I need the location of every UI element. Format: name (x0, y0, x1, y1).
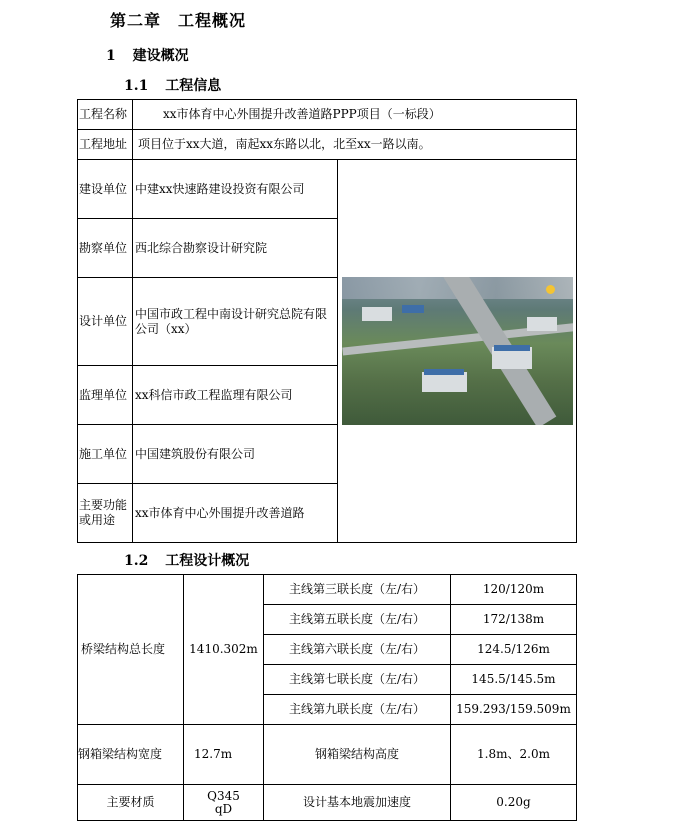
span-value: 120/120m (451, 575, 577, 605)
seismic-label: 设计基本地震加速度 (264, 785, 451, 821)
subsection-number-1: 1.1 (124, 78, 149, 94)
table-row (78, 725, 577, 785)
seismic-value: 0.20g (451, 785, 577, 821)
width-value: 12.7m (184, 725, 264, 785)
aerial-photo (342, 277, 573, 425)
section-number: 1 (106, 48, 116, 64)
height-value: 1.8m、2.0m (451, 725, 577, 785)
material-value-line-2: qD (214, 801, 233, 816)
info-value: xx科信市政工程监理有限公司 (133, 366, 338, 425)
table-row (78, 575, 577, 605)
span-value: 159.293/159.509m (451, 695, 577, 725)
span-name: 主线第七联长度（左/右） (264, 665, 451, 695)
subsection-title-2: 工程设计概况 (165, 553, 250, 569)
material-value (184, 785, 264, 821)
info-value: xx市体育中心外围提升改善道路 (133, 484, 338, 543)
table-row (78, 785, 577, 821)
table-row (78, 100, 577, 130)
material-value-line-1: Q345 (207, 788, 240, 803)
info-value: 中国市政工程中南设计研究总院有限公司（xx） (133, 278, 338, 366)
table-row (78, 130, 577, 160)
info-value: 项目位于xx大道，南起xx东路以北，北至xx一路以南。 (133, 130, 577, 160)
table-row (78, 160, 577, 219)
info-value: 中建xx快速路建设投资有限公司 (133, 160, 338, 219)
section-heading (106, 45, 189, 65)
span-value: 172/138m (451, 605, 577, 635)
info-value: 西北综合勘察设计研究院 (133, 219, 338, 278)
material-label: 主要材质 (78, 785, 184, 821)
span-name: 主线第九联长度（左/右） (264, 695, 451, 725)
bridge-length-label: 桥梁结构总长度 (78, 575, 184, 725)
info-label: 施工单位 (78, 425, 133, 484)
info-value: 中国建筑股份有限公司 (133, 425, 338, 484)
info-label: 设计单位 (78, 278, 133, 366)
span-name: 主线第五联长度（左/右） (264, 605, 451, 635)
section-title: 建设概况 (132, 48, 189, 64)
info-label: 建设单位 (78, 160, 133, 219)
design-overview-table (77, 574, 577, 821)
height-label: 钢箱梁结构高度 (264, 725, 451, 785)
subsection-title-1: 工程信息 (165, 78, 222, 94)
bridge-length-value: 1410.302m (184, 575, 264, 725)
span-value: 145.5/145.5m (451, 665, 577, 695)
subsection-heading-2 (124, 550, 249, 570)
span-name: 主线第六联长度（左/右） (264, 635, 451, 665)
subsection-heading-1 (124, 75, 221, 95)
info-label: 主要功能或用途 (78, 484, 133, 543)
project-photo-cell (338, 160, 577, 543)
info-label: 监理单位 (78, 366, 133, 425)
span-value: 124.5/126m (451, 635, 577, 665)
info-label: 勘察单位 (78, 219, 133, 278)
span-name: 主线第三联长度（左/右） (264, 575, 451, 605)
chapter-title: 第二章 工程概况 (110, 11, 247, 30)
project-info-table (77, 99, 577, 543)
info-value: xx市体育中心外围提升改善道路PPP项目（一标段） (133, 100, 577, 130)
subsection-number-2: 1.2 (124, 553, 149, 569)
width-label: 钢箱梁结构宽度 (78, 725, 184, 785)
info-label: 工程地址 (78, 130, 133, 160)
info-label: 工程名称 (78, 100, 133, 130)
